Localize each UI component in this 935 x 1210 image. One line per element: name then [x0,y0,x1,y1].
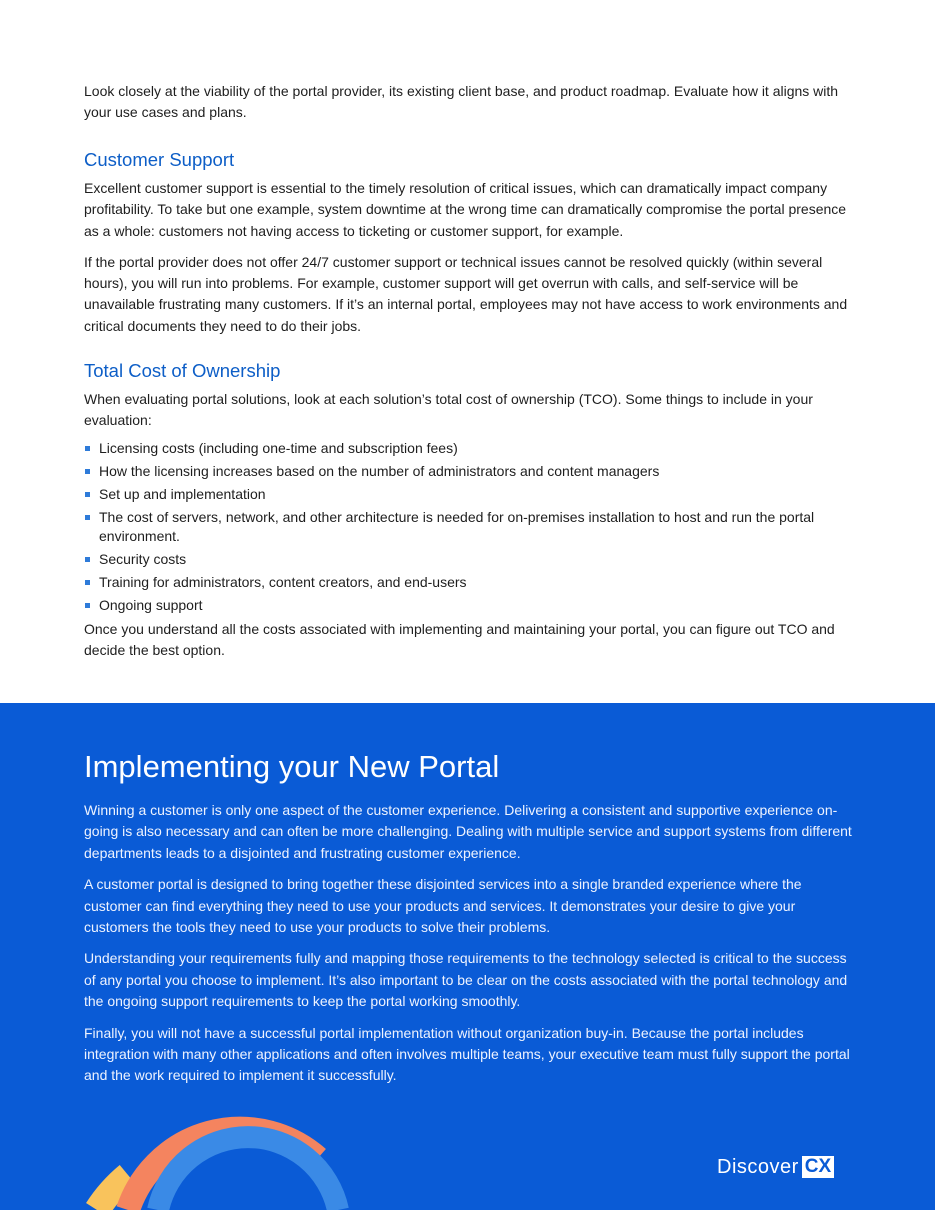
list-item: Security costs [84,550,852,569]
logo-text: Discover [717,1156,799,1178]
implementing-paragraph-1: Winning a customer is only one aspect of the customer experience. Delivering a consistent and supportive experience on-going is also necessary and can often be more challenging. Dealing with multiple service and support systems from different departments leads to a disjointed and frustrating customer experience. [84,802,852,861]
customer-support-heading: Customer Support [84,149,235,170]
list-item: Licensing costs (including one-time and subscription fees) [84,439,852,458]
tco-intro: When evaluating portal solutions, look at each solution’s total cost of ownership (TCO). Some things to include in your evaluation: [84,391,813,429]
tco-closing: Once you understand all the costs associated with implementing and maintaining your portal, you can figure out TCO and decide the best option. [84,620,835,658]
list-item: Set up and implementation [84,485,852,504]
list-item: Training for administrators, content creators, and end-users [84,573,852,592]
implementing-heading: Implementing your New Portal [84,749,500,784]
implementing-paragraph-2: A customer portal is designed to bring together these disjointed services into a single branded experience where the customer can find everything they need to use your products and services. It demonstrates your desire to give your customers the tools they need to use your products to solve their problems. [84,876,802,936]
tco-section [84,359,852,661]
customer-support-section [84,148,852,337]
tco-list [84,439,852,615]
intro-paragraph: Look closely at the viability of the portal provider, its existing client base, and product roadmap. Evaluate how it aligns with your use cases and plans. [84,83,839,121]
customer-support-paragraph-2: If the portal provider does not offer 24/7 customer support or technical issues cannot be resolved quickly (within several hours), you will run into problems. For example, customer support will get overrun with calls, and self-service will be unavailable frustrating many customers. If it’s an internal portal, employees may not have access to work environments and critical documents they need to do their jobs. [84,253,848,334]
light-blue-arc [158,1137,338,1210]
customer-support-paragraph-1: Excellent customer support is essential to the timely resolution of critical issues, which can dramatically impact company profitability. To take but one example, system downtime at the wrong time can dramatically compromise the portal presence as a whole: customers not having access to ticketing or customer support, for example. [84,180,847,239]
implementing-paragraph-3: Understanding your requirements fully and mapping those requirements to the technology selected is critical to the success of any portal you choose to implement. It’s also important to be clear on the costs associated with the portal technology and the ongoing support requirements to keep the portal working smoothly. [84,950,848,1010]
list-item: The cost of servers, network, and other architecture is needed for on-premises installation to host and run the portal environment. [84,508,852,546]
discovercx-logo [717,1155,834,1179]
implementing-section [0,703,935,1210]
logo-cx-box: CX [802,1156,834,1178]
tco-heading: Total Cost of Ownership [84,360,281,381]
intro-block [84,81,852,124]
list-item: How the licensing increases based on the number of administrators and content managers [84,462,852,481]
implementing-paragraph-4: Finally, you will not have a successful portal implementation without organization buy-in. Because the portal includes integration with many other applications and often involves multiple teams, your executive team must fully support the portal and the work required to implement it successfully. [84,1024,850,1084]
list-item: Ongoing support [84,596,852,615]
decorative-arcs-graphic [0,703,935,1210]
